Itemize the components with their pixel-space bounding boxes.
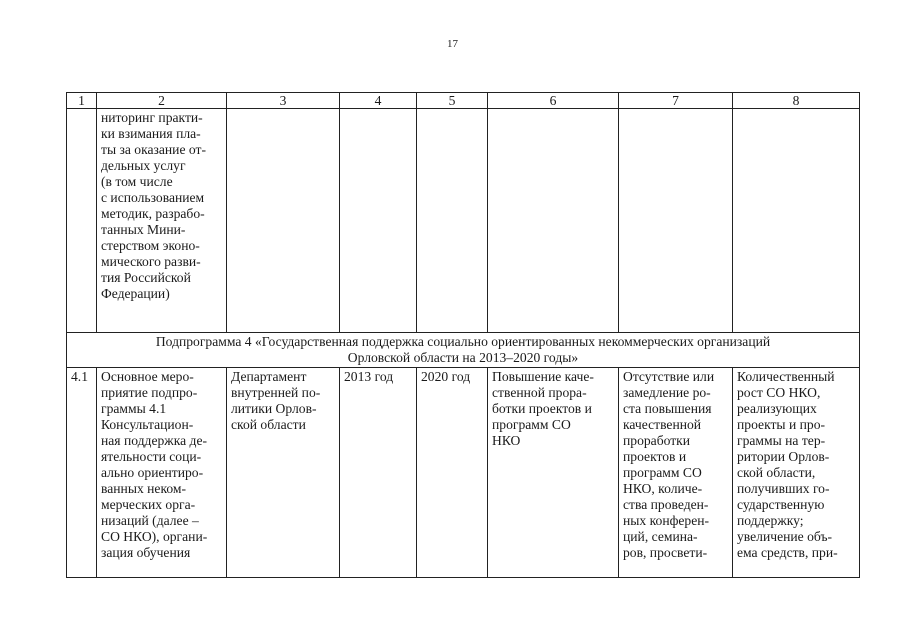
consequences-cell xyxy=(619,368,733,578)
end-year-cell xyxy=(417,368,488,578)
cont-cell-num xyxy=(67,109,97,333)
table-row-continuation xyxy=(67,109,860,333)
cont-cell-indicators xyxy=(733,109,860,333)
indicators-cell xyxy=(733,368,860,578)
result-text: Повышение каче- ственной прора- ботки проектов и программ СО НКО xyxy=(492,369,594,448)
start-year-text: 2013 год xyxy=(344,369,394,384)
event-cell xyxy=(97,368,227,578)
row-number: 4.1 xyxy=(71,369,88,384)
header-cell-4: 4 xyxy=(340,93,417,109)
indicators-text: Количественный рост СО НКО, реализующих проекты и про- граммы на тер- ритории Орлов- ской области, получивших го- сударственную поддержку; увеличение объ- ема средств, при- xyxy=(737,369,838,560)
executor-text: Департамент внутренней по- литики Орлов- ской области xyxy=(231,369,321,432)
header-cell-5: 5 xyxy=(417,93,488,109)
program-table xyxy=(66,92,860,578)
cont-cell-consequences xyxy=(619,109,733,333)
table-row-4-1 xyxy=(67,368,860,578)
header-cell-8: 8 xyxy=(733,93,860,109)
row-number-cell xyxy=(67,368,97,578)
end-year-text: 2020 год xyxy=(421,369,471,384)
cont-cell-executor xyxy=(227,109,340,333)
subprogram-title-cell xyxy=(67,333,860,368)
subprogram-title-line2: Орловской области на 2013–2020 годы» xyxy=(347,350,579,365)
start-year-cell xyxy=(340,368,417,578)
header-cell-2: 2 xyxy=(97,93,227,109)
cont-cell-start xyxy=(340,109,417,333)
table-row-subprogram xyxy=(67,333,860,368)
result-cell xyxy=(488,368,619,578)
cont-cell-end xyxy=(417,109,488,333)
event-text: Основное меро- приятие подпро- граммы 4.1 Консультацион- ная поддержка де- ятельности соци- ально ориентиро- ванных неком- мерческих орга- низаций (далее – СО НКО), органи- зация обучения xyxy=(101,369,208,560)
header-cell-6: 6 xyxy=(488,93,619,109)
header-cell-1: 1 xyxy=(67,93,97,109)
cont-cell-result xyxy=(488,109,619,333)
cont-cell-event xyxy=(97,109,227,333)
executor-cell xyxy=(227,368,340,578)
page-number: 17 xyxy=(447,38,458,50)
header-cell-3: 3 xyxy=(227,93,340,109)
subprogram-title-line1: Подпрограмма 4 «Государственная поддержка социально ориентированных некоммерческих организаций xyxy=(155,334,771,349)
cont-event-text: ниторинг практи- ки взимания пла- ты за оказание от- дельных услуг (в том числе с использованием методик, разрабо- танных Мини- стерством эконо- мического разви- тия Российской Федерации) xyxy=(101,110,206,301)
table-header-row xyxy=(67,93,860,109)
header-cell-7: 7 xyxy=(619,93,733,109)
consequences-text: Отсутствие или замедление ро- ста повышения качественной проработки проектов и программ СО НКО, количе- ства проведен- ных конферен- ций, семина- ров, просвети- xyxy=(623,369,715,560)
